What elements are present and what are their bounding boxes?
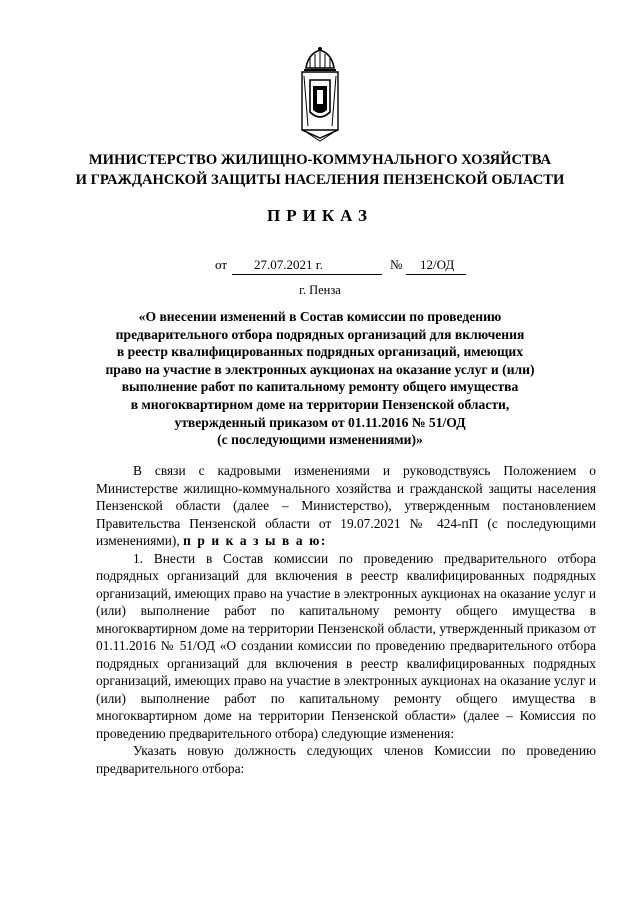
item-1-paragraph: 1. Внести в Состав комиссии по проведению предварительного отбора подрядных организаций для включения в реестр квалифицированных подрядных организаций, имеющих право на участие в электронных аукционах на оказание услуг и (или) выполнение работ по капитальному ремонту общего имущества в многоквартирном доме на территории Пензенской области, утвержденный приказом от 01.11.2016 № 51/ОД «О создании комиссии по проведению предварительного отбора подрядных организаций для включения в реестр квалифицированных подрядных организаций, имеющих право на участие в электронных аукционах на оказание услуг и (или) выполнение работ по капитальному ремонту общего имущества в многоквартирном доме на территории Пензенской области» (далее – Комиссия по проведению предварительного отбора) следующие изменения: [96, 550, 596, 741]
subject-line: выполнение работ по капитальному ремонту общего имущества [121, 379, 519, 395]
ministry-name [40, 150, 600, 190]
document-type-title: ПРИКАЗ [267, 206, 373, 225]
ministry-name-line-2: И ГРАЖДАНСКОЙ ЗАЩИТЫ НАСЕЛЕНИЯ ПЕНЗЕНСКОЙ ОБЛАСТИ [75, 172, 565, 188]
order-body [96, 462, 596, 777]
subject-line: «О внесении изменений в Состав комиссии по проведению [138, 309, 502, 324]
subject-line: в многоквартирном доме на территории Пензенской области, [130, 396, 510, 412]
subject-line: утвержденный приказом от 01.11.2016 № 51/ОД [174, 414, 466, 430]
from-label: от [215, 257, 228, 272]
subject-line: предварительного отбора подрядных организаций для включения [115, 326, 525, 342]
subject-line: в реестр квалифицированных подрядных организаций, имеющих [116, 344, 524, 360]
order-date: 27.07.2021 г. [232, 256, 382, 275]
subject-line: право на участие в электронных аукционах на оказание услуг и (или) [105, 361, 535, 377]
coat-of-arms-icon [298, 46, 342, 142]
preamble-text: В связи с кадровыми изменениями и руководствуясь Положением о Министерстве жилищно-коммунального хозяйства и гражданской защиты населения Пензенской области (далее – Министерство), утвержденным постановлением Правительства Пензенской области от 19.07.2021 № 424-пП (с последующими изменениями), [96, 463, 596, 548]
subject-line: (с последующими изменениями)» [217, 432, 423, 448]
positions-paragraph: Указать новую должность следующих членов Комиссии по проведению предварительного отбора: [96, 743, 596, 776]
number-label: № [390, 257, 403, 272]
preamble-paragraph [96, 462, 596, 550]
order-number: 12/ОД [406, 256, 466, 275]
ministry-name-line-1: МИНИСТЕРСТВО ЖИЛИЩНО-КОММУНАЛЬНОГО ХОЗЯЙСТВА [88, 152, 552, 168]
city-name: г. Пенза [299, 283, 341, 297]
order-subject [70, 308, 570, 449]
order-command: п р и к а з ы в а ю: [183, 533, 327, 548]
